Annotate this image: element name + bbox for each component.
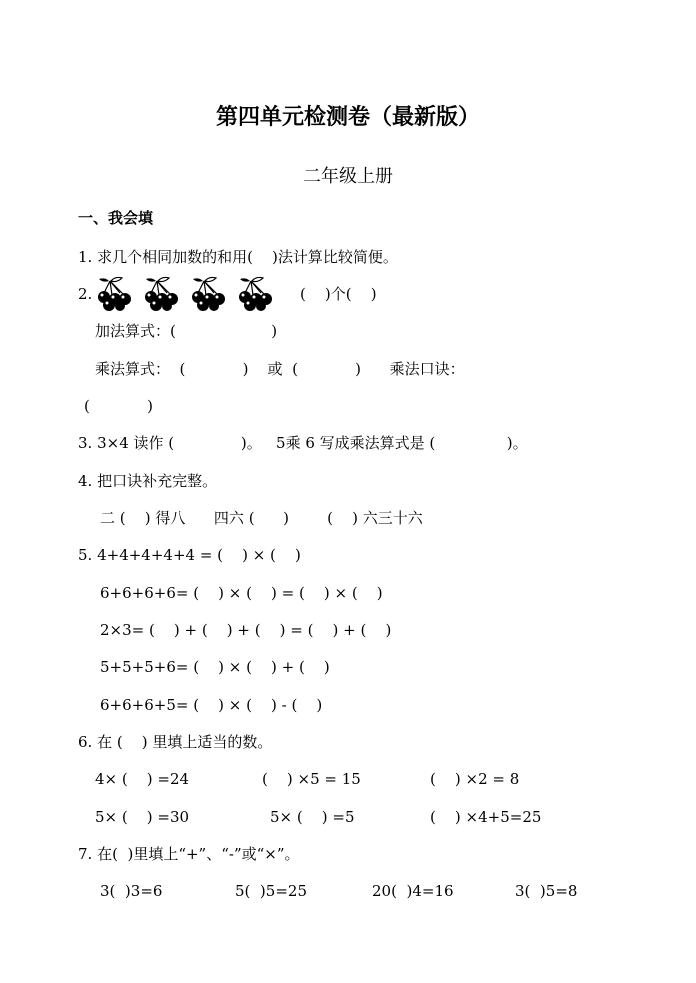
question-7-c: 20( )4=16 [372,882,454,900]
question-4-rhymes: 二 ( ) 得八 四六 ( ) ( ) 六三十六 [100,509,423,527]
page-subtitle: 二年级上册 [303,166,393,187]
question-6-b3: ( ) ×4+5=25 [430,808,542,826]
section-heading: 一、我会填 [78,209,154,227]
question-2-multiplication: 乘法算式： ( ) 或 ( ) 乘法口诀： [95,360,465,378]
question-7-b: 5( )5=25 [235,882,307,900]
question-4: 4. 把口诀补充完整。 [78,472,218,490]
question-2-addition: 加法算式：( ) [95,322,278,340]
question-5-b: 2×3= ( ) + ( ) + ( ) = ( ) + ( ) [100,621,392,639]
question-6-b1: 5× ( ) =30 [95,808,190,826]
question-6-a3: ( ) ×2 = 8 [430,770,520,788]
question-2-count-blank: ( )个( ) [300,285,377,303]
question-5: 5. 4+4+4+4+4 = ( ) × ( ) [78,546,301,564]
cherry-cluster-icon [95,275,285,311]
question-7-a: 3( )3=6 [100,882,163,900]
cherry-image-row [95,275,285,315]
question-7: 7. 在( )里填上“+”、“-”或“×”。 [78,845,300,863]
question-3: 3. 3×4 读作 ( )。 5乘 6 写成乘法算式是 ( )。 [78,434,528,452]
question-6-a1: 4× ( ) =24 [95,770,190,788]
question-7-d: 3( )5=8 [515,882,578,900]
question-2-number: 2. [78,285,93,303]
question-1: 1. 求几个相同加数的和用( )法计算比较简便。 [78,248,398,266]
question-6: 6. 在 ( ) 里填上适当的数。 [78,733,273,751]
question-5-c: 5+5+5+6= ( ) × ( ) + ( ) [100,658,330,676]
question-5-a: 6+6+6+6= ( ) × ( ) = ( ) × ( ) [100,584,383,602]
question-2-rhyme-blank: ( ) [84,397,153,415]
question-6-b2: 5× ( ) =5 [270,808,355,826]
page-title: 第四单元检测卷（最新版） [215,104,480,130]
question-6-a2: ( ) ×5 = 15 [262,770,361,788]
question-5-d: 6+6+6+5= ( ) × ( ) - ( ) [100,696,323,714]
